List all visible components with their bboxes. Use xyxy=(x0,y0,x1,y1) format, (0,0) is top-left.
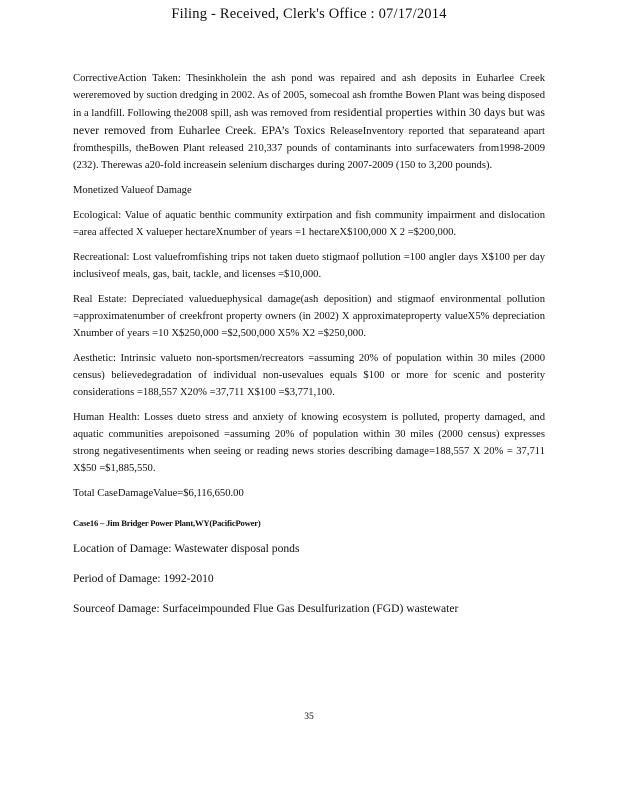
monetized-heading: Monetized Valueof Damage xyxy=(73,185,192,196)
document-body xyxy=(73,70,545,625)
corrective-action-text-1: CorrectiveAction Taken: Thesinkholein the ash pond was repaired and ash deposits in Euharlee Creek wereremoved by suction dredging in 2002. As of 2005, somecoal ash fromthe Bowen Plant was being disposed in a landfill. Following the2008 spill, ash was removed from xyxy=(73,73,545,119)
period-of-damage: Period of Damage: 1992-2010 xyxy=(73,572,214,585)
case-16-heading: Case16 – Jim Bridger Power Plant,WY(PacificPower) xyxy=(73,518,261,528)
total-damage-value: Total CaseDamageValue=$6,116,650.00 xyxy=(73,488,244,499)
source-of-damage: Sourceof Damage: Surfaceimpounded Flue Gas Desulfurization (FGD) wastewater xyxy=(73,602,459,615)
aesthetic-paragraph: Aesthetic: Intrinsic valueto non-sportsmen/recreators =assuming 20% of population within 30 miles (2000 census) believedegradation of individual non-usevalues equals $100 or more for scenic and posterity considerations =188,557 X20% =37,711 X$100 =$3,771,100. xyxy=(73,353,545,398)
corrective-action-text-3: ReleaseInventory reported that separateand apart fromthespills, theBowen Plant released 210,337 pounds of contaminants into surfacewaters from1998-2009 (232). Therewas a20-fold increasein selenium discharges during 2007-2009 (150 to 3,200 pounds). xyxy=(73,126,545,171)
real-estate-paragraph: Real Estate: Depreciated valueduephysical damage(ash deposition) and stigmaof environmental pollution =approximatenumber of creekfront property owners (in 2002) X approximateproperty valueX5% depreciation Xnumber of years =10 X$250,000 =$2,500,000 X5% X2 =$250,000. xyxy=(73,294,545,339)
corrective-action-text-2: residential properties within 30 days but was never removed from Euharlee Creek. EPA’s Toxics xyxy=(73,105,545,137)
page-number: 35 xyxy=(304,712,314,722)
ecological-paragraph: Ecological: Value of aquatic benthic community extirpation and fish community impairment and dislocation =area affected X valueper hectareXnumber of years =1 hectareX$100,000 X 2 =$200,000. xyxy=(73,210,545,238)
location-of-damage: Location of Damage: Wastewater disposal ponds xyxy=(73,542,300,555)
human-health-paragraph: Human Health: Losses dueto stress and anxiety of knowing ecosystem is polluted, property damaged, and aquatic communities arepoisoned =assuming 20% of population within 30 miles (2000 census) expresses strong negativesentiments when seeing or reading news stories describing damage=188,557 X 20% = 37,711 X$50 =$1,885,550. xyxy=(73,412,545,474)
corrective-action-paragraph xyxy=(73,70,545,174)
recreational-paragraph: Recreational: Lost valuefromfishing trips not taken dueto stigmaof pollution =100 angler days X$100 per day inclusiveof meals, gas, bait, tackle, and licenses =$10,000. xyxy=(73,252,545,280)
filing-header: Filing - Received, Clerk's Office : 07/17/2014 xyxy=(171,6,447,22)
